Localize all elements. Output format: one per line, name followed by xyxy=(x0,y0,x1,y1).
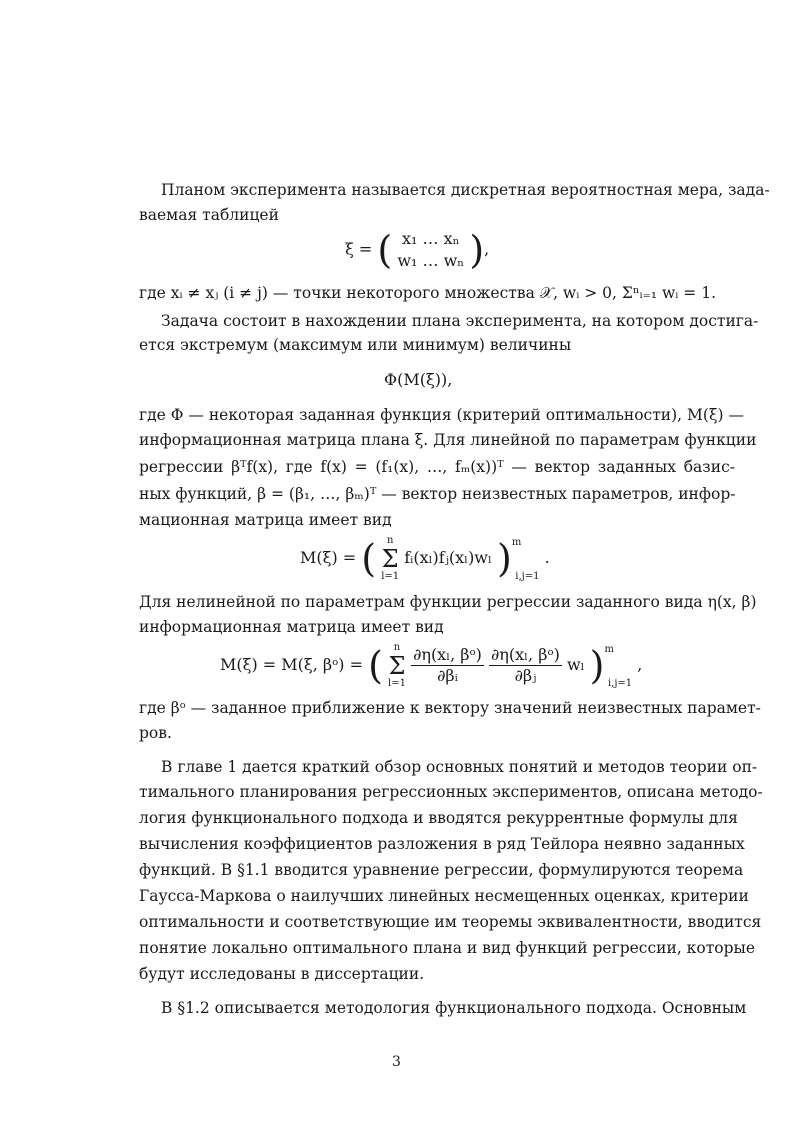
eq-mb-lhs: M(ξ) = M(ξ, βᵒ) = xyxy=(220,655,364,674)
sum-upper-limit: n xyxy=(393,641,401,653)
text-line: Для нелинейной по параметрам функции регрессии заданного вида η(x, β) xyxy=(139,593,757,611)
right-paren: ) xyxy=(496,536,512,581)
sum-symbol xyxy=(388,642,406,690)
text-line: логия функционального подхода и вводятся рекуррентные формулы для xyxy=(139,809,738,827)
text-line: будут исследованы в диссертации. xyxy=(139,965,425,983)
eq-mb-sub: i,j=1 xyxy=(607,678,633,689)
sigma-glyph: Σ xyxy=(388,651,406,680)
text-line: Планом эксперимента называется дискретная вероятностная мера, зада- xyxy=(161,181,770,199)
eq-m-tail: . xyxy=(544,548,550,567)
text-line: оптимальности и соответствующие им теоремы эквивалентности, вводится xyxy=(139,913,762,931)
text-line: Задача состоит в нахождении плана эксперимента, на котором достига- xyxy=(161,312,759,330)
text-line: ваемая таблицей xyxy=(139,206,279,224)
text-line: функций. В §1.1 вводится уравнение регрессии, формулируются теорема xyxy=(139,861,744,879)
text-line: В §1.2 описывается методология функционального подхода. Основным xyxy=(161,999,747,1017)
eq-xi-tail: , xyxy=(484,239,490,259)
text-line: Гаусса-Маркова о наилучших линейных несмещенных оценках, критерии xyxy=(139,887,749,905)
design-table xyxy=(397,228,464,272)
sum-lower-limit: l=1 xyxy=(388,677,406,689)
text-line: информационная матрица имеет вид xyxy=(139,618,444,636)
sum-lower-limit: l=1 xyxy=(381,570,400,582)
text-line: тимального планирования регрессионных экспериментов, описана методо- xyxy=(139,783,763,801)
design-row-points: x₁ … xₙ xyxy=(402,229,460,248)
equation-nonlinear-information-matrix xyxy=(220,640,642,694)
text-line: ется экстремум (максимум или минимум) величины xyxy=(139,336,572,354)
eq-mb-tail: , xyxy=(637,655,643,674)
fraction-numerator: ∂η(xₗ, βᵒ) xyxy=(491,645,560,664)
fraction-denominator: ∂βⱼ xyxy=(514,666,537,685)
eq-mb-sup: m xyxy=(604,644,614,655)
eq-xi-lhs: ξ = xyxy=(345,239,373,259)
fraction-derivative-i xyxy=(411,645,484,686)
text-line: где xᵢ ≠ xⱼ (i ≠ j) — точки некоторого множества 𝒳, wᵢ > 0, Σⁿᵢ₌₁ wᵢ = 1. xyxy=(139,284,716,302)
text-line: где Φ — некоторая заданная функция (критерий оптимальности), M(ξ) — xyxy=(139,406,744,424)
text-line: В главе 1 дается краткий обзор основных понятий и методов теории оп- xyxy=(161,758,758,776)
right-paren: ) xyxy=(589,643,605,688)
eq-m-lhs: M(ξ) = xyxy=(300,548,357,567)
text-line: информационная матрица плана ξ. Для линейной по параметрам функции xyxy=(139,431,757,449)
sigma-glyph: Σ xyxy=(381,544,399,573)
text-line: где βᵒ — заданное приближение к вектору значений неизвестных парамет- xyxy=(139,699,761,717)
sum-symbol xyxy=(381,535,399,583)
eq-m-body: fᵢ(xₗ)fⱼ(xₗ)wₗ xyxy=(404,548,492,567)
fraction-numerator: ∂η(xₗ, βᵒ) xyxy=(413,645,482,664)
text-line: вычисления коэффициентов разложения в ряд Тейлора неявно заданных xyxy=(139,835,745,853)
left-paren: ( xyxy=(368,643,383,688)
fraction-derivative-j xyxy=(489,645,562,686)
sum-upper-limit: n xyxy=(386,534,394,546)
page-number: 3 xyxy=(392,1054,401,1070)
text-line: понятие локально оптимального плана и вид функций регрессии, которые xyxy=(139,939,756,957)
equation-xi xyxy=(345,228,489,272)
text-line: регрессии βᵀf(x), где f(x) = (f₁(x), …, fₘ(x))ᵀ — вектор заданных базис- xyxy=(139,458,735,476)
text-line: мационная матрица имеет вид xyxy=(139,511,392,529)
text-line: ных функций, β = (β₁, …, βₘ)ᵀ — вектор неизвестных параметров, инфор- xyxy=(139,485,736,503)
right-paren: ) xyxy=(469,228,485,272)
eq-m-sub: i,j=1 xyxy=(515,571,540,582)
text-line: ров. xyxy=(139,724,172,742)
eq-m-sup: m xyxy=(511,537,522,548)
eq-mb-weight: wₗ xyxy=(566,655,585,674)
design-row-weights: w₁ … wₙ xyxy=(397,251,465,270)
equation-information-matrix xyxy=(300,533,550,587)
left-paren: ( xyxy=(361,536,377,581)
left-paren: ( xyxy=(377,228,393,272)
equation-phi: Φ(M(ξ)), xyxy=(384,370,453,389)
fraction-denominator: ∂βᵢ xyxy=(437,666,458,685)
